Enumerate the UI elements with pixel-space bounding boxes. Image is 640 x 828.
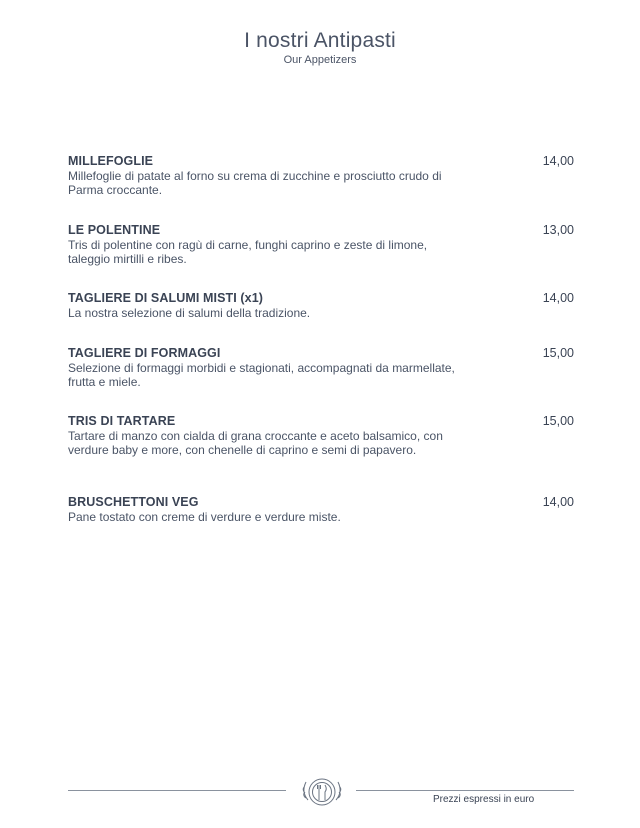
footer-divider-left — [68, 790, 286, 791]
item-name: LE POLENTINE — [68, 223, 161, 237]
item-price: 14,00 — [542, 154, 574, 168]
item-description: Tris di polentine con ragù di carne, funghi caprino e zeste di limone, taleggio mirtilli e ribes. — [68, 238, 428, 266]
currency-note: Prezzi espressi in euro — [433, 794, 535, 805]
item-name: BRUSCHETTONI VEG — [68, 495, 199, 509]
item-price: 13,00 — [542, 223, 574, 237]
menu-item — [68, 495, 574, 524]
item-description: La nostra selezione di salumi della tradizione. — [68, 306, 311, 320]
item-price: 15,00 — [542, 414, 574, 428]
item-name: MILLEFOGLIE — [68, 154, 154, 168]
menu-footer — [0, 768, 640, 818]
item-price: 14,00 — [542, 495, 574, 509]
item-description: Millefoglie di patate al forno su crema di zucchine e prosciutto crudo di Parma croccante. — [68, 169, 442, 197]
page-subtitle: Our Appetizers — [283, 54, 357, 66]
menu-item — [68, 154, 574, 197]
menu-header — [0, 28, 640, 66]
page-title: I nostri Antipasti — [244, 29, 396, 52]
item-price: 14,00 — [542, 291, 574, 305]
menu-item — [68, 223, 574, 266]
item-description: Tartare di manzo con cialda di grana croccante e aceto balsamico, con verdure baby e more, con chenelle di caprino e semi di papavero. — [68, 429, 443, 457]
item-description: Pane tostato con creme di verdure e verdure miste. — [68, 510, 341, 524]
item-price: 15,00 — [542, 346, 574, 360]
menu-item — [68, 414, 574, 457]
item-description: Selezione di formaggi morbidi e stagionati, accompagnati da marmellate, frutta e miele. — [68, 361, 455, 389]
menu-item — [68, 346, 574, 389]
footer-divider-right — [356, 790, 574, 791]
menu-item — [68, 291, 574, 320]
item-name: TRIS DI TARTARE — [68, 414, 176, 428]
plate-fork-knife-laurel-icon — [294, 772, 350, 812]
item-name: TAGLIERE DI SALUMI MISTI (x1) — [68, 291, 264, 305]
item-name: TAGLIERE DI FORMAGGI — [68, 346, 221, 360]
